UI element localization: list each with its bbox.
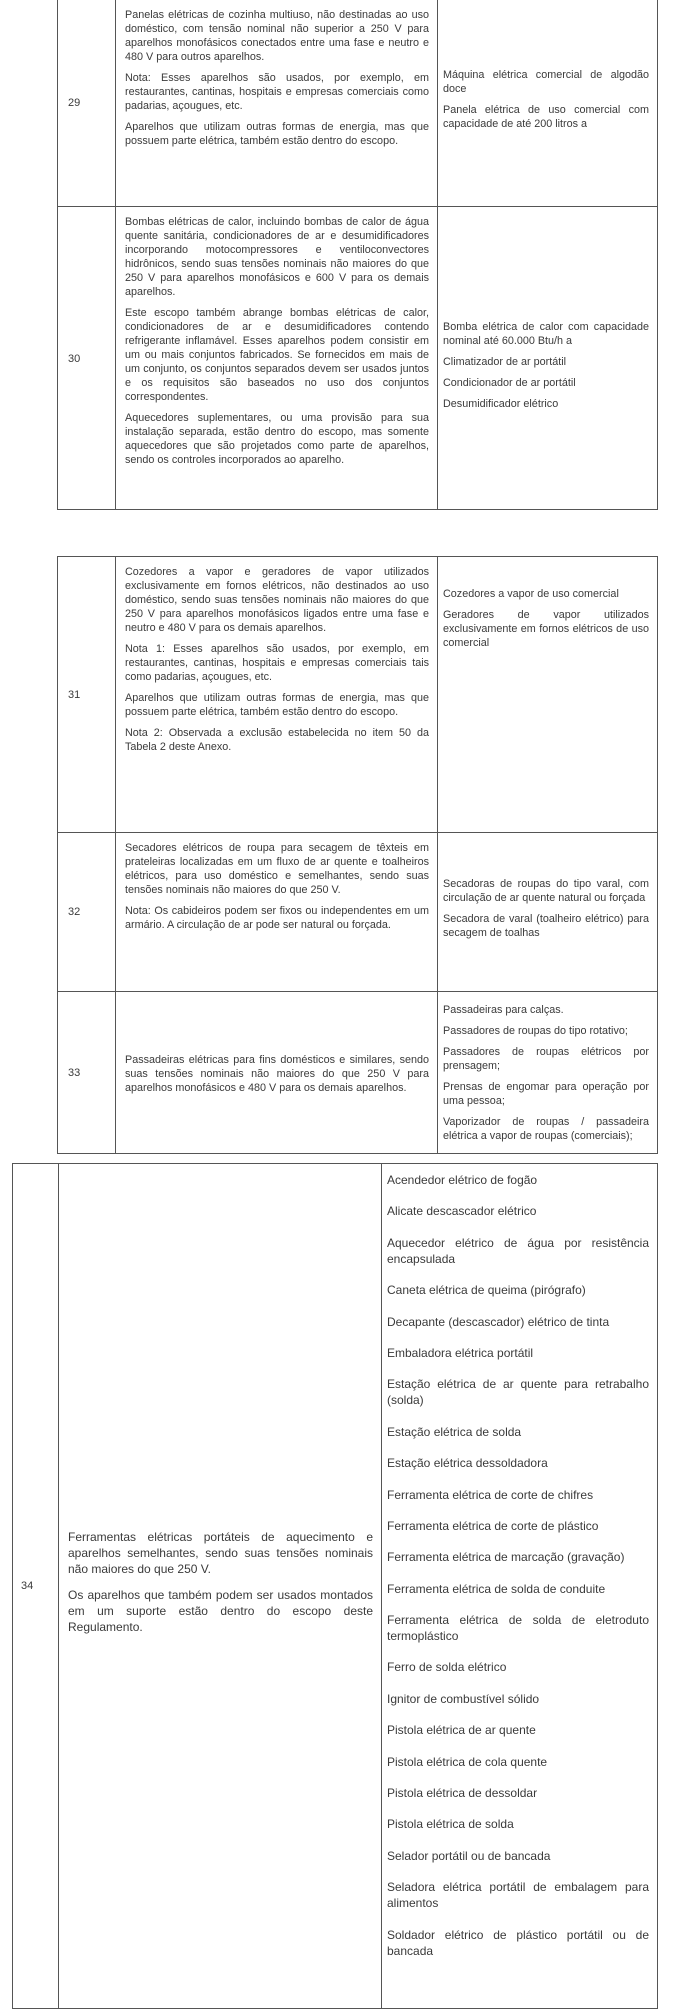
product-item: Ferramenta elétrica de marcação (gravação) — [387, 1550, 625, 1565]
product-item: Máquina elétrica comercial de algodão doce — [443, 69, 649, 95]
scope-text: Os aparelhos que também podem ser usados montados em um suporte estão dentro do escopo deste Regulamento. — [68, 1588, 373, 1634]
item-number: 31 — [58, 557, 116, 832]
scope-text: Bombas elétricas de calor, incluindo bombas de calor de água quente sanitária, condicionadores de ar e desumidificadores incorporando motocompressores e ventiloconvectores hidrônicos, sendo suas tensões nominais não maiores do que 250 V para aparelhos monofásicos e 600 V para os demais aparelhos. — [125, 216, 429, 298]
table-row-33 — [58, 991, 657, 1153]
item-number: 33 — [58, 992, 116, 1153]
table-block-2 — [57, 556, 658, 1154]
product-item: Ferro de solda elétrico — [387, 1660, 507, 1675]
product-item: Pistola elétrica de dessoldar — [387, 1786, 538, 1801]
scope-description — [116, 833, 438, 991]
product-list — [438, 833, 657, 991]
product-item: Estação elétrica dessoldadora — [387, 1456, 548, 1471]
scope-note: Nota 2: Observada a exclusão estabelecida no item 50 da Tabela 2 deste Anexo. — [125, 727, 429, 753]
product-item: Decapante (descascador) elétrico de tinta — [387, 1314, 610, 1329]
scope-description — [116, 0, 438, 206]
table-block-3 — [12, 1163, 658, 2009]
item-number: 29 — [58, 0, 116, 206]
item-number: 30 — [58, 207, 116, 510]
scope-text: Aparelhos que utilizam outras formas de energia, mas que possuem parte elétrica, também estão dentro do escopo. — [125, 121, 429, 147]
product-item: Caneta elétrica de queima (pirógrafo) — [387, 1283, 586, 1298]
scope-text: Secadores elétricos de roupa para secagem de têxteis em prateleiras localizadas em um fluxo de ar quente e toalheiros elétricos, para uso doméstico e semelhantes, sendo suas tensões nominais não maiores do que 250 V. — [125, 842, 429, 896]
product-item: Alicate descascador elétrico — [387, 1204, 537, 1219]
product-item: Passadores de roupas do tipo rotativo; — [443, 1024, 628, 1037]
product-item: Pistola elétrica de cola quente — [387, 1754, 548, 1769]
product-item: Condicionador de ar portátil — [443, 376, 576, 389]
product-item: Secadora de varal (toalheiro elétrico) para secagem de toalhas — [443, 913, 649, 939]
product-list — [438, 557, 657, 832]
product-list — [438, 207, 657, 510]
product-item: Estação elétrica de ar quente para retrabalho (solda) — [387, 1377, 649, 1408]
product-item: Cozedores a vapor de uso comercial — [443, 588, 619, 600]
product-item: Passadeiras para calças. — [443, 1003, 564, 1016]
product-item: Geradores de vapor utilizados exclusivamente em fornos elétricos de uso comercial — [443, 609, 649, 649]
product-item: Selador portátil ou de bancada — [387, 1848, 551, 1863]
scope-note: Nota 1: Esses aparelhos são usados, por exemplo, em restaurantes, cantinas, hospitais e empresas comerciais tais como padarias, açougues, etc. — [125, 643, 429, 683]
product-list — [438, 992, 657, 1153]
product-item: Ignitor de combustível sólido — [387, 1691, 540, 1706]
table-row-31 — [58, 557, 657, 832]
product-item: Prensas de engomar para operação por uma pessoa; — [443, 1080, 649, 1107]
product-item: Vaporizador de roupas / passadeira elétrica a vapor de roupas (comerciais); — [443, 1115, 649, 1142]
item-number: 32 — [58, 833, 116, 991]
scope-text: Aparelhos que utilizam outras formas de energia, mas que possuem parte elétrica, também estão dentro do escopo. — [125, 692, 429, 718]
product-item: Soldador elétrico de plástico portátil ou de bancada — [387, 1927, 649, 1958]
product-list — [438, 0, 657, 206]
scope-text: Cozedores a vapor e geradores de vapor utilizados exclusivamente em fornos elétricos, não destinados ao uso doméstico, sendo suas tensões nominais não maiores do que 250 V para aparelhos monofásicos ligados entre uma fase e neutro e 480 V para os demais aparelhos. — [125, 566, 429, 634]
product-item: Pistola elétrica de ar quente — [387, 1723, 536, 1738]
product-list — [382, 1164, 657, 2008]
product-item: Desumidificador elétrico — [443, 397, 559, 410]
product-item: Seladora elétrica portátil de embalagem para alimentos — [387, 1880, 649, 1911]
scope-text: Panelas elétricas de cozinha multiuso, não destinadas ao uso doméstico, com tensão nominal não superior a 250 V para aparelhos monofásicos conectados entre uma fase e neutro e 480 V para outros aparelhos. — [125, 9, 429, 63]
table-block-1 — [57, 0, 658, 510]
product-item: Acendedor elétrico de fogão — [387, 1173, 538, 1187]
scope-description — [116, 992, 438, 1153]
product-item: Ferramenta elétrica de corte de plástico — [387, 1518, 599, 1533]
scope-note: Nota: Os cabideiros podem ser fixos ou independentes em um armário. A circulação de ar pode ser natural ou forçada. — [125, 905, 429, 931]
product-item: Ferramenta elétrica de corte de chifres — [387, 1487, 594, 1502]
product-item: Ferramenta elétrica de solda de conduite — [387, 1581, 606, 1596]
product-item: Secadoras de roupas do tipo varal, com circulação de ar quente natural ou forçada — [443, 878, 649, 904]
scope-description — [116, 207, 438, 510]
product-item: Ferramenta elétrica de solda de eletroduto termoplástico — [387, 1613, 649, 1644]
product-item: Climatizador de ar portátil — [443, 355, 567, 368]
scope-text: Ferramentas elétricas portáteis de aquecimento e aparelhos semelhantes, sendo suas tensões nominais não maiores do que 250 V. — [68, 1530, 373, 1576]
product-item: Estação elétrica de solda — [387, 1424, 522, 1439]
product-item: Bomba elétrica de calor com capacidade nominal até 60.000 Btu/h a — [443, 320, 649, 347]
product-item: Aquecedor elétrico de água por resistência encapsulada — [387, 1235, 649, 1266]
scope-note: Nota: Esses aparelhos são usados, por exemplo, em restaurantes, cantinas, hospitais e empresas comerciais como padarias, açougues, etc. — [125, 72, 429, 112]
scope-text: Aquecedores suplementares, ou uma provisão para sua instalação separada, estão dentro do escopo, mas somente aquecedores que são projetados como parte de aparelhos, sendo os controles incorporados ao aparelho. — [125, 412, 429, 466]
product-item: Passadores de roupas elétricos por prensagem; — [443, 1045, 649, 1072]
scope-description — [59, 1164, 382, 2008]
item-number: 34 — [13, 1164, 59, 2008]
table-row-34 — [13, 1164, 657, 2008]
table-row-29 — [58, 0, 657, 206]
product-item: Panela elétrica de uso comercial com capacidade de até 200 litros a — [443, 104, 649, 130]
product-item: Embaladora elétrica portátil — [387, 1345, 534, 1360]
table-row-32 — [58, 832, 657, 991]
scope-text: Passadeiras elétricas para fins domésticos e similares, sendo suas tensões nominais não maiores do que 250 V para aparelhos monofásicos e 480 V para os demais aparelhos. — [125, 1053, 429, 1094]
scope-text: Este escopo também abrange bombas elétricas de calor, condicionadores de ar e desumidificadores contendo refrigerante inflamável. Esses aparelhos podem consistir em um ou mais conjuntos fabricados. Se fornecidos em mais de um conjunto, os conjuntos separados devem ser usados juntos e os requisitos são baseados no uso dos conjuntos correspondentes. — [125, 307, 429, 403]
product-item: Pistola elétrica de solda — [387, 1817, 514, 1832]
scope-description — [116, 557, 438, 832]
table-row-30 — [58, 206, 657, 510]
